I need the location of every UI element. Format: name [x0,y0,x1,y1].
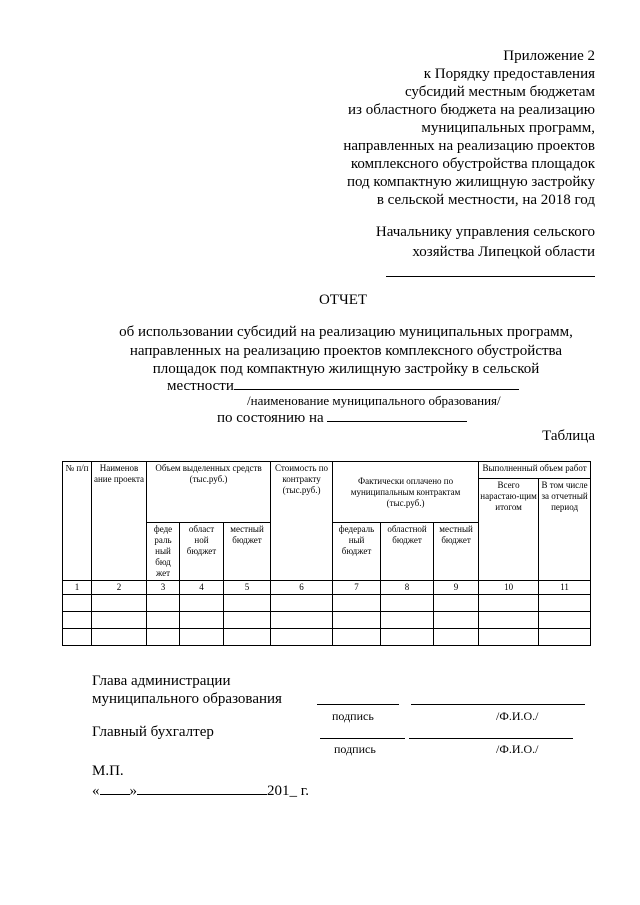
municipality-field[interactable] [234,389,519,390]
table-cell[interactable] [224,629,271,646]
table-cell[interactable] [479,612,539,629]
header-work-done: Выполненный объем работ [479,462,591,479]
table-cell[interactable] [271,612,333,629]
date-close-quote: » [129,783,137,799]
report-subtitle-line: местности [167,378,234,394]
table-cell[interactable] [539,595,591,612]
table-cell[interactable] [224,612,271,629]
table-cell[interactable] [180,629,224,646]
table-cell[interactable] [479,629,539,646]
column-number: 2 [92,581,147,595]
appendix-line: в сельской местности, на 2018 год [376,192,595,208]
appendix-line: Приложение 2 [503,48,595,64]
header-federal-budget: федераль ный бюджет [333,523,381,581]
table-cell[interactable] [434,595,479,612]
table-cell[interactable] [539,629,591,646]
appendix-line: из областного бюджета на реализацию [348,102,595,118]
table-cell[interactable] [381,595,434,612]
column-number: 9 [434,581,479,595]
accountant-signature-field[interactable] [320,738,405,739]
table-label: Таблица [542,428,595,444]
head-signature-field[interactable] [317,704,399,705]
column-number: 5 [224,581,271,595]
date-month-field[interactable] [137,794,267,795]
appendix-line: к Порядку предоставления [423,66,595,82]
header-local-budget: местный бюджет [224,523,271,581]
table-cell[interactable] [147,595,180,612]
column-number: 4 [180,581,224,595]
appendix-line: под компактную жилищную застройку [346,174,595,190]
header-regional-budget: област ной бюджет [180,523,224,581]
table-cell[interactable] [271,595,333,612]
addressee-line: хозяйства Липецкой области [412,244,595,260]
table-cell[interactable] [539,612,591,629]
header-project-name: Наименов ание проекта [92,462,147,581]
header-paid: Фактически оплачено по муниципальным контрактам (тыс.руб.) [333,462,479,523]
table-row [63,612,591,629]
header-local-budget: местный бюджет [434,523,479,581]
head-title-line: муниципального образования [92,691,282,707]
column-number: 7 [333,581,381,595]
column-number: 11 [539,581,591,595]
table-cell[interactable] [434,612,479,629]
fio-hint: /Ф.И.О./ [496,709,539,723]
stamp-label: М.П. [92,763,124,779]
table-cell[interactable] [92,612,147,629]
report-table [62,461,591,646]
report-subtitle-line: площадок под компактную жилищную застройку в сельской [152,361,540,377]
column-number: 8 [381,581,434,595]
date-line [92,782,309,800]
accountant-title: Главный бухгалтер [92,724,214,740]
table-cell[interactable] [147,629,180,646]
appendix-line: муниципальных программ, [421,120,595,136]
table-cell[interactable] [479,595,539,612]
table-cell[interactable] [333,629,381,646]
as-of-label: по состоянию на [217,410,324,426]
table-cell[interactable] [434,629,479,646]
fio-hint: /Ф.И.О./ [496,742,539,756]
column-number: 10 [479,581,539,595]
column-numbers-row [63,581,591,595]
header-num: № п/п [63,462,92,581]
table-cell[interactable] [381,612,434,629]
report-subtitle-line: направленных на реализацию проектов комплексного обустройства [129,343,563,359]
head-title-line: Глава администрации [92,673,231,689]
table-row [63,595,591,612]
header-work-period: В том числе за отчетный период [539,479,591,581]
header-contract-cost: Стоимость по контракту (тыс.руб.) [271,462,333,581]
table-cell[interactable] [63,612,92,629]
header-allocated-funds: Объем выделенных средств (тыс.руб.) [147,462,271,523]
signature-hint: подпись [332,709,374,723]
column-number: 1 [63,581,92,595]
column-number: 6 [271,581,333,595]
head-fio-field[interactable] [411,704,585,705]
table-cell[interactable] [92,629,147,646]
table-cell[interactable] [271,629,333,646]
as-of-date-field[interactable] [327,421,467,422]
header-regional-budget: областной бюджет [381,523,434,581]
appendix-line: направленных на реализацию проектов [343,138,595,154]
column-number: 3 [147,581,180,595]
municipality-hint: /наименование муниципального образования/ [247,393,501,408]
appendix-line: субсидий местным бюджетам [404,84,595,100]
date-day-field[interactable] [100,794,130,795]
table-cell[interactable] [92,595,147,612]
appendix-line: комплексного обустройства площадок [350,156,595,172]
date-year: 201_ г. [267,783,309,799]
header-federal-budget: феде раль ный бюд жет [147,523,180,581]
table-cell[interactable] [333,612,381,629]
date-open-quote: « [92,783,100,799]
report-subtitle-line: об использовании субсидий на реализацию муниципальных программ, [119,324,573,340]
accountant-fio-field[interactable] [409,738,573,739]
table-cell[interactable] [333,595,381,612]
header-work-total: Всего нарастаю-щим итогом [479,479,539,581]
table-row [63,629,591,646]
signature-hint: подпись [334,742,376,756]
table-cell[interactable] [381,629,434,646]
table-cell[interactable] [180,612,224,629]
addressee-name-field[interactable] [386,276,595,277]
table-cell[interactable] [224,595,271,612]
addressee-line: Начальнику управления сельского [375,224,595,240]
table-cell[interactable] [63,629,92,646]
table-cell[interactable] [147,612,180,629]
table-cell[interactable] [180,595,224,612]
table-cell[interactable] [63,595,92,612]
report-title: ОТЧЕТ [318,292,368,308]
